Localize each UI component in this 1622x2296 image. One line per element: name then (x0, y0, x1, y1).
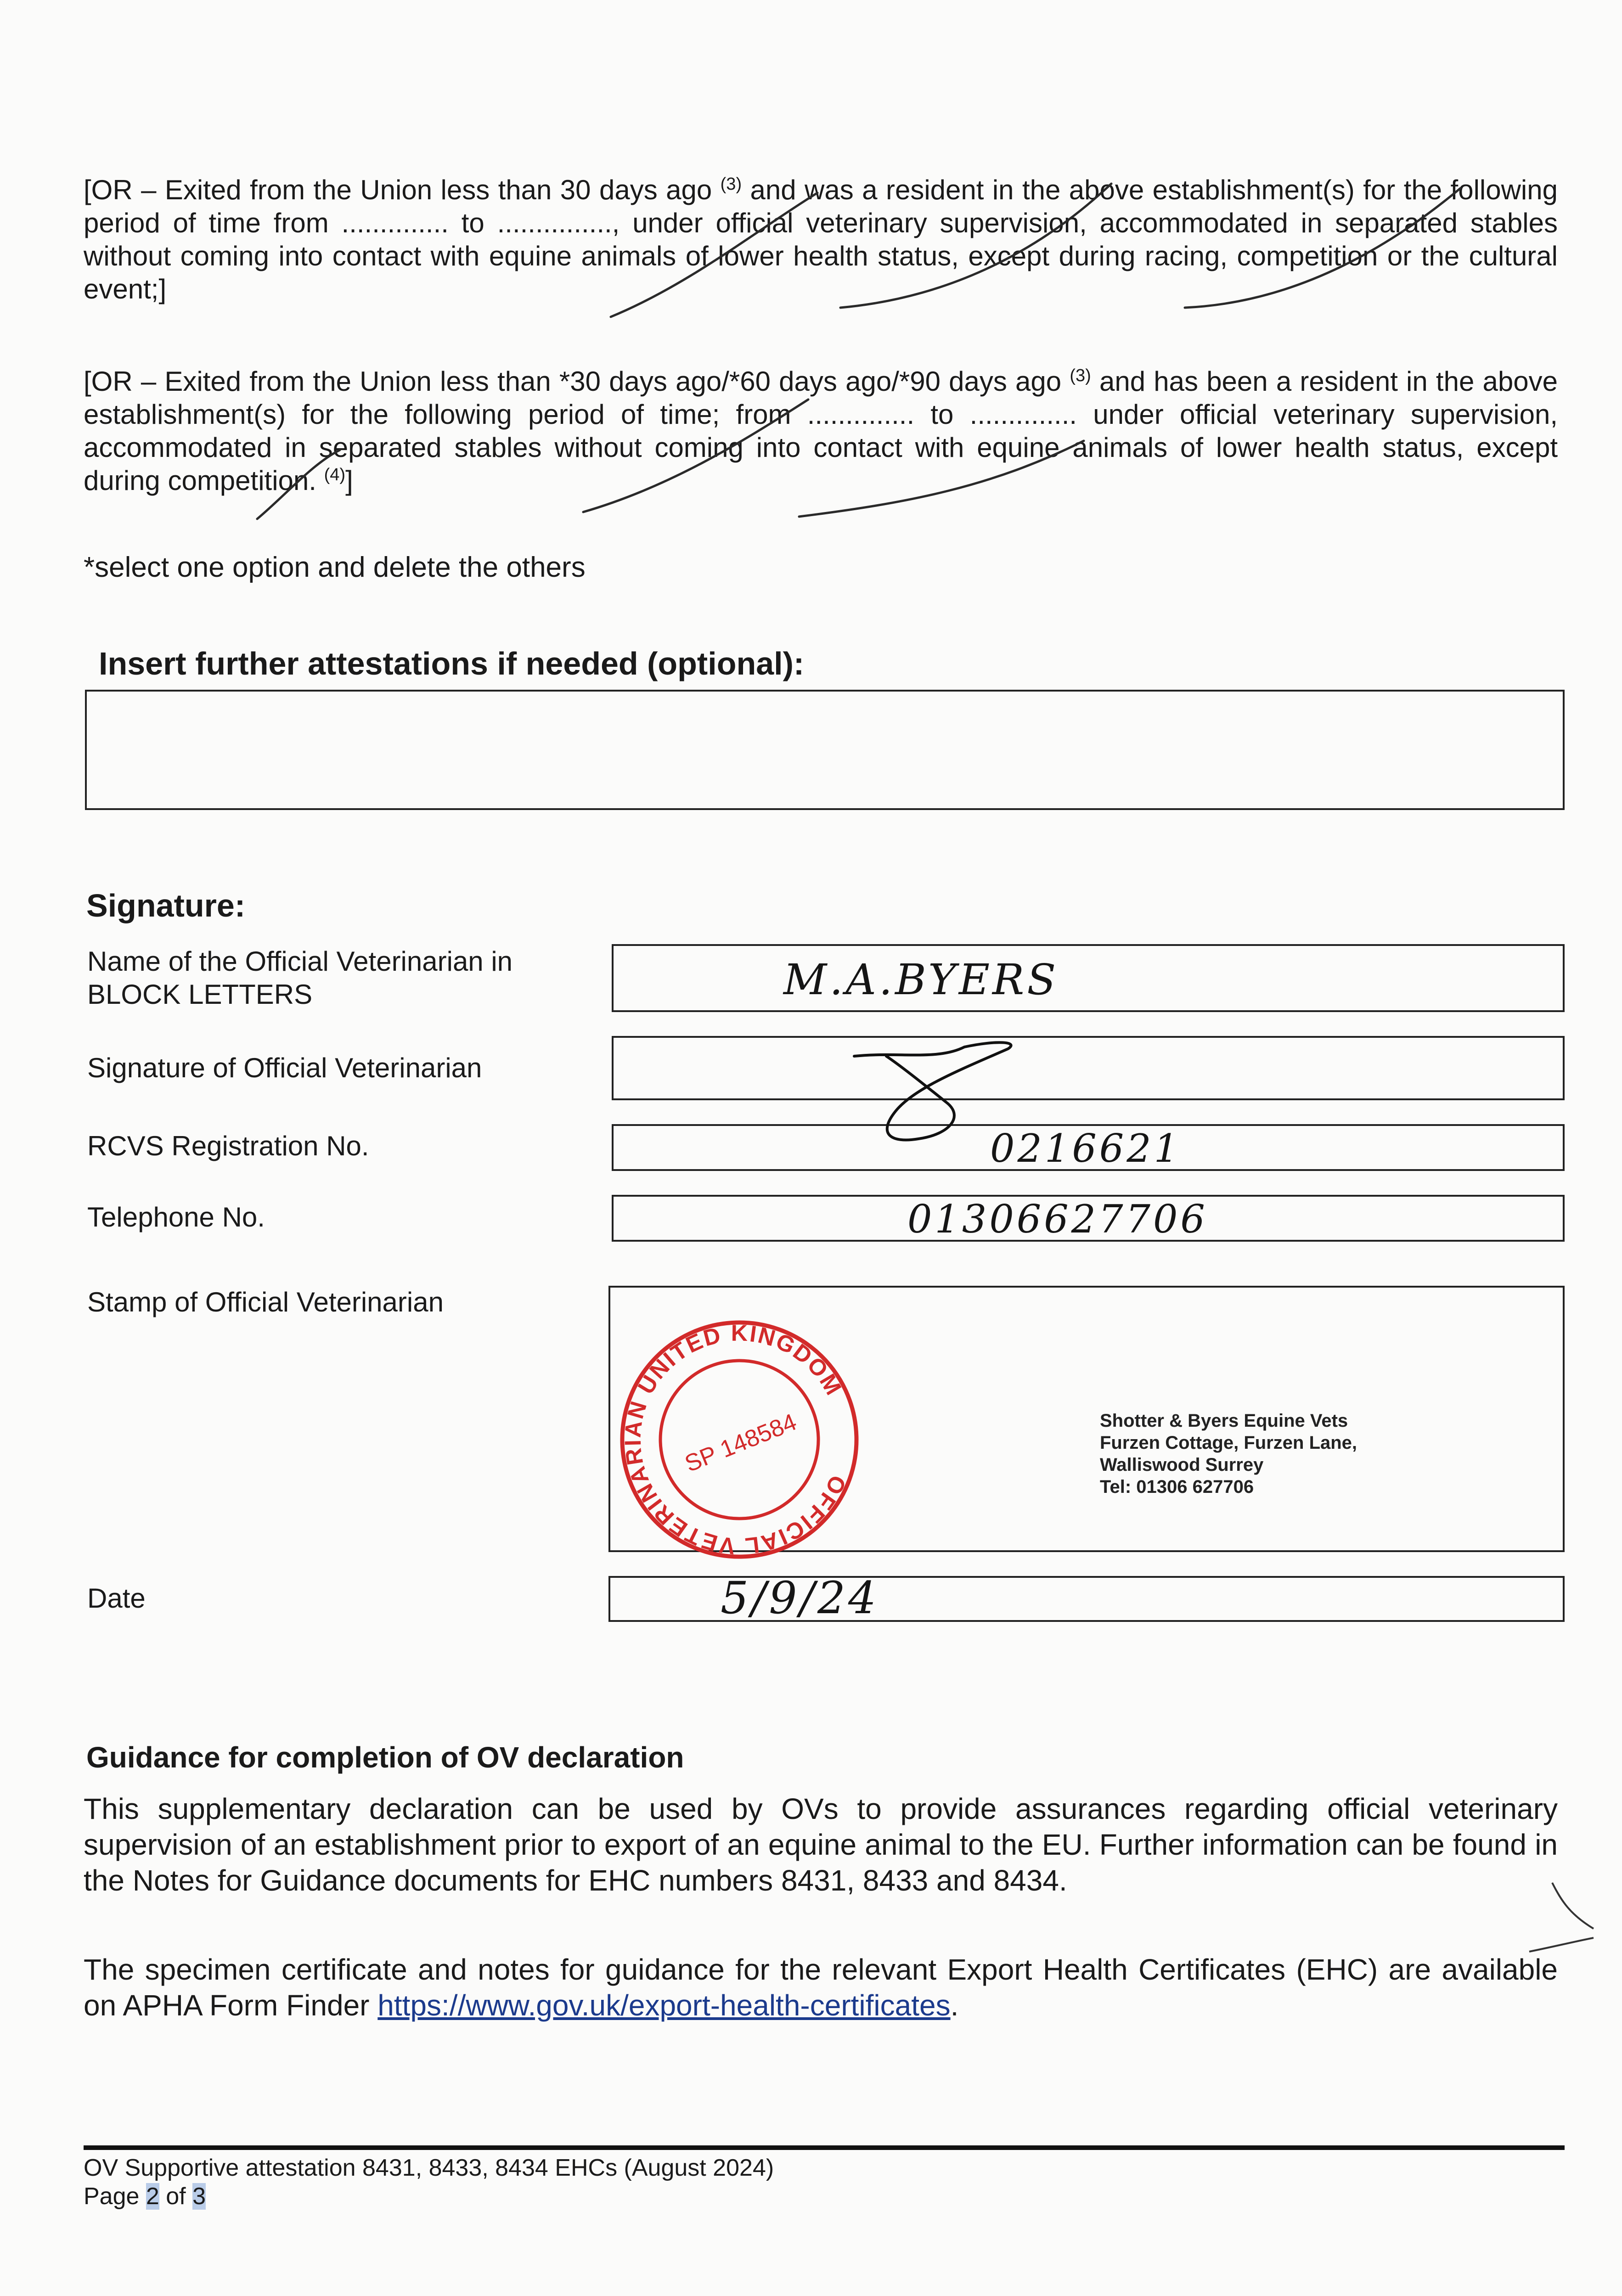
signature-heading: Signature: (86, 888, 246, 923)
ov-signature-label: Signature of Official Veterinarian (87, 1052, 482, 1083)
guidance-paragraph-1: This supplementary declaration can be used by OVs to provide assurances regarding official veterinary supervision of an establishment prior to export of an equine animal to the EU. Further information can be found in the Notes for Guidance documents for EHC numbers 8431, 8433 and 8434. (84, 1792, 1558, 1897)
footer-title: OV Supportive attestation 8431, 8433, 8434 EHCs (August 2024) (84, 2155, 774, 2181)
rcvs-handwritten: 0216621 (990, 1126, 1182, 1171)
further-attestations-heading: Insert further attestations if needed (optional): (99, 646, 805, 681)
footnote-ref: (3) (720, 174, 742, 194)
option-1-text: [OR – Exited from the Union less than 30 days ago (84, 174, 721, 205)
select-note: *select one option and delete the others (84, 551, 586, 583)
address-line: Tel: 01306 627706 (1100, 1477, 1254, 1497)
footer-rule (84, 2145, 1565, 2150)
guidance-heading: Guidance for completion of OV declaration (86, 1741, 684, 1774)
date-handwritten: 5/9/24 (721, 1572, 879, 1624)
address-line: Shotter & Byers Equine Vets (1100, 1411, 1348, 1431)
guidance-p2-text: The specimen certificate and notes for guidance for the relevant Export Health Certificates (EHC) are available on APHA Form Finder (84, 1953, 1558, 2022)
stamp-label: Stamp of Official Veterinarian (87, 1287, 444, 1317)
stamp-number: SP 148584 (681, 1408, 800, 1478)
telephone-handwritten: 01306627706 (907, 1197, 1208, 1242)
option-2-text: [OR – Exited from the Union less than *30 days ago/*60 days ago/*90 days ago (84, 366, 1070, 397)
apha-form-finder-link[interactable]: https://www.gov.uk/export-health-certificates (377, 1989, 951, 2022)
option-2-text-end: ] (345, 465, 353, 496)
rcvs-label: RCVS Registration No. (87, 1131, 369, 1161)
stamp-ring-text: OFFICIAL VETERINARIAN UNITED KINGDOM (620, 1320, 851, 1559)
option-1-text-cont: and was a resident in the above establishment(s) for the following period of time from .............. to ..............., under official veterinary supervision, accommodated in separated stables without coming into contact with equine animals of lower health status, except during racing, competition or the cultural event;] (84, 174, 1558, 304)
address-line: Furzen Cottage, Furzen Lane, (1100, 1433, 1357, 1453)
ov-name-label: Name of the Official Veterinarian in BLOCK LETTERS (87, 946, 513, 1010)
page-number: Page 2 of 3 (84, 2183, 206, 2210)
guidance-p2-end: . (950, 1989, 959, 2022)
option-2-text-cont: and has been a resident in the above establishment(s) for the following period of time; from .............. to .............. under official veterinary supervision, accommodated in separated stables without coming into contact with equine animals of lower health status, except during competition. (84, 366, 1558, 496)
date-label: Date (87, 1583, 146, 1614)
footnote-ref: (3) (1070, 366, 1091, 385)
footer (84, 2154, 774, 2211)
telephone-label: Telephone No. (87, 1202, 265, 1232)
footnote-ref: (4) (324, 465, 346, 484)
address-line: Walliswood Surrey (1100, 1455, 1264, 1475)
ov-name-handwritten: M.A.BYERS (783, 955, 1059, 1004)
